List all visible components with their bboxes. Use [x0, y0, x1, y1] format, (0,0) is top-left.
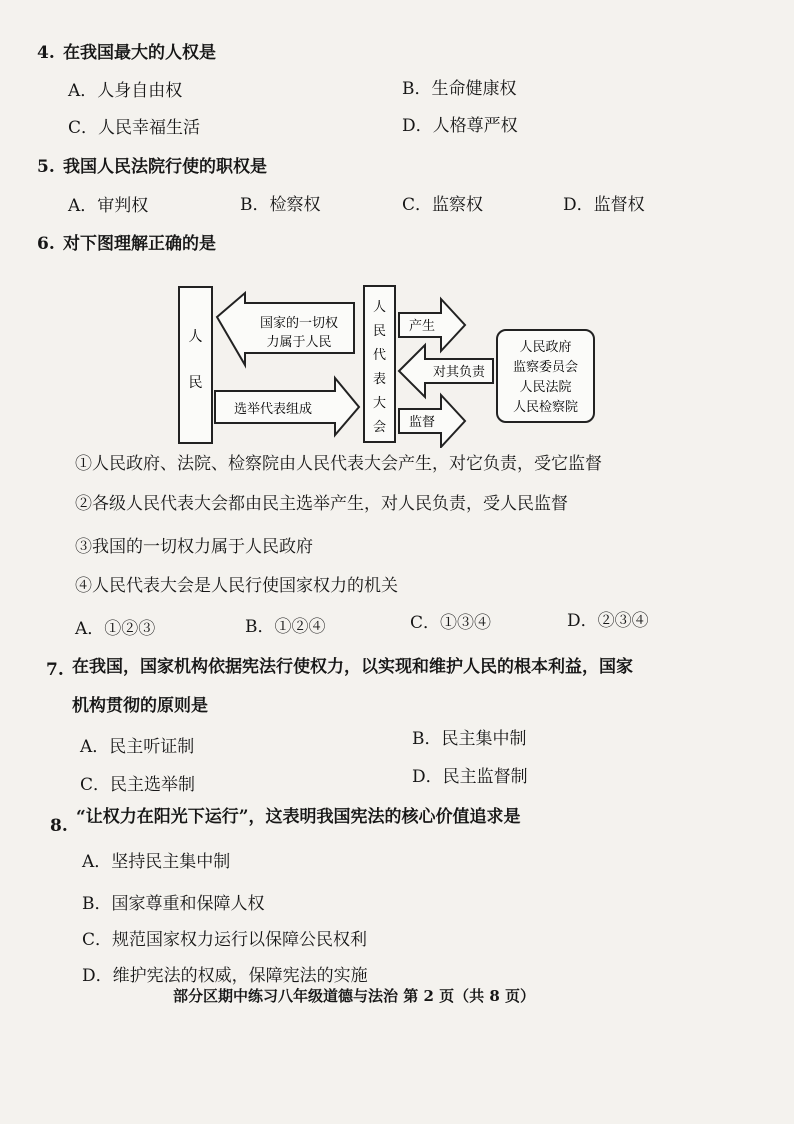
q5-option-a: A．审判权: [68, 196, 149, 216]
arrow-power-line-1: 国家的一切权: [259, 316, 339, 331]
q8-option-a: A．坚持民主集中制: [82, 852, 231, 872]
npc-char-1: 人: [372, 300, 387, 315]
organ-3: 人民法院: [519, 380, 572, 395]
arrow-power-line-2: 力属于人民: [266, 335, 332, 350]
q6-statement-3: ③我国的一切权力属于人民政府: [75, 537, 313, 557]
q7-stem-line-2: 机构贯彻的原则是: [72, 696, 208, 716]
q6-statement-2: ②各级人民代表大会都由民主选举产生，对人民负责，受人民监督: [75, 494, 568, 514]
people-box: [179, 287, 212, 443]
npc-char-3: 代: [372, 348, 387, 363]
q6-statement-1: ①人民政府、法院、检察院由人民代表大会产生，对它负责，受它监督: [75, 454, 602, 474]
q6-stem: 对下图理解正确的是: [63, 234, 216, 254]
arrow-produce-label: 产生: [408, 319, 436, 334]
npc-char-5: 大: [372, 396, 387, 411]
q8-option-c: C．规范国家权力运行以保障公民权利: [82, 930, 368, 950]
q5-option-d: D．监督权: [563, 195, 645, 215]
arrow-elect-label: 选举代表组成: [233, 402, 313, 417]
state-structure-diagram: [175, 283, 605, 448]
q7-option-c: C．民主选举制: [80, 775, 196, 795]
q6-option-a: A．①②③: [75, 619, 156, 639]
npc-char-6: 会: [372, 420, 387, 435]
q8-number: 8.: [50, 816, 68, 836]
q4-number: 4.: [37, 43, 55, 63]
q7-option-b: B．民主集中制: [412, 729, 527, 749]
organ-1: 人民政府: [519, 340, 572, 355]
q6-statement-4: ④人民代表大会是人民行使国家权力的机关: [75, 576, 398, 596]
q5-number: 5.: [37, 157, 55, 177]
organ-4: 人民检察院: [512, 400, 579, 415]
q7-stem-line-1: 在我国，国家机构依据宪法行使权力，以实现和维护人民的根本利益，国家: [72, 657, 633, 677]
q5-option-c: C．监察权: [402, 195, 484, 215]
q7-option-d: D．民主监督制: [412, 767, 528, 787]
diagram-svg: [175, 283, 605, 448]
q6-option-b: B．①②④: [245, 617, 326, 637]
q4-option-b: B．生命健康权: [402, 79, 517, 99]
page-footer: 部分区期中练习八年级道德与法治 第 2 页（共 8 页）: [173, 987, 535, 1005]
npc-char-4: 表: [372, 372, 387, 387]
q7-option-a: A．民主听证制: [80, 737, 195, 757]
q7-number: 7.: [46, 660, 64, 680]
q8-option-d: D．维护宪法的权威，保障宪法的实施: [82, 966, 368, 986]
q5-option-b: B．检察权: [240, 195, 321, 215]
q8-stem: “让权力在阳光下运行”，这表明我国宪法的核心价值追求是: [76, 807, 521, 827]
q5-stem: 我国人民法院行使的职权是: [63, 157, 267, 177]
q6-option-c: C．①③④: [410, 613, 492, 633]
people-char-1: 人: [188, 329, 203, 345]
q4-option-c: C．人民幸福生活: [68, 118, 201, 138]
q8-option-b: B．国家尊重和保障人权: [82, 894, 265, 914]
people-char-2: 民: [188, 375, 203, 391]
q4-option-d: D．人格尊严权: [402, 116, 518, 136]
q6-number: 6.: [37, 234, 55, 254]
q6-option-d: D．②③④: [567, 611, 649, 631]
arrow-supervise-label: 监督: [408, 415, 436, 430]
q4-stem: 在我国最大的人权是: [63, 43, 216, 63]
q4-option-a: A．人身自由权: [68, 81, 183, 101]
organ-2: 监察委员会: [512, 360, 579, 375]
npc-char-2: 民: [372, 324, 387, 339]
arrow-responsible-label: 对其负责: [432, 365, 486, 380]
